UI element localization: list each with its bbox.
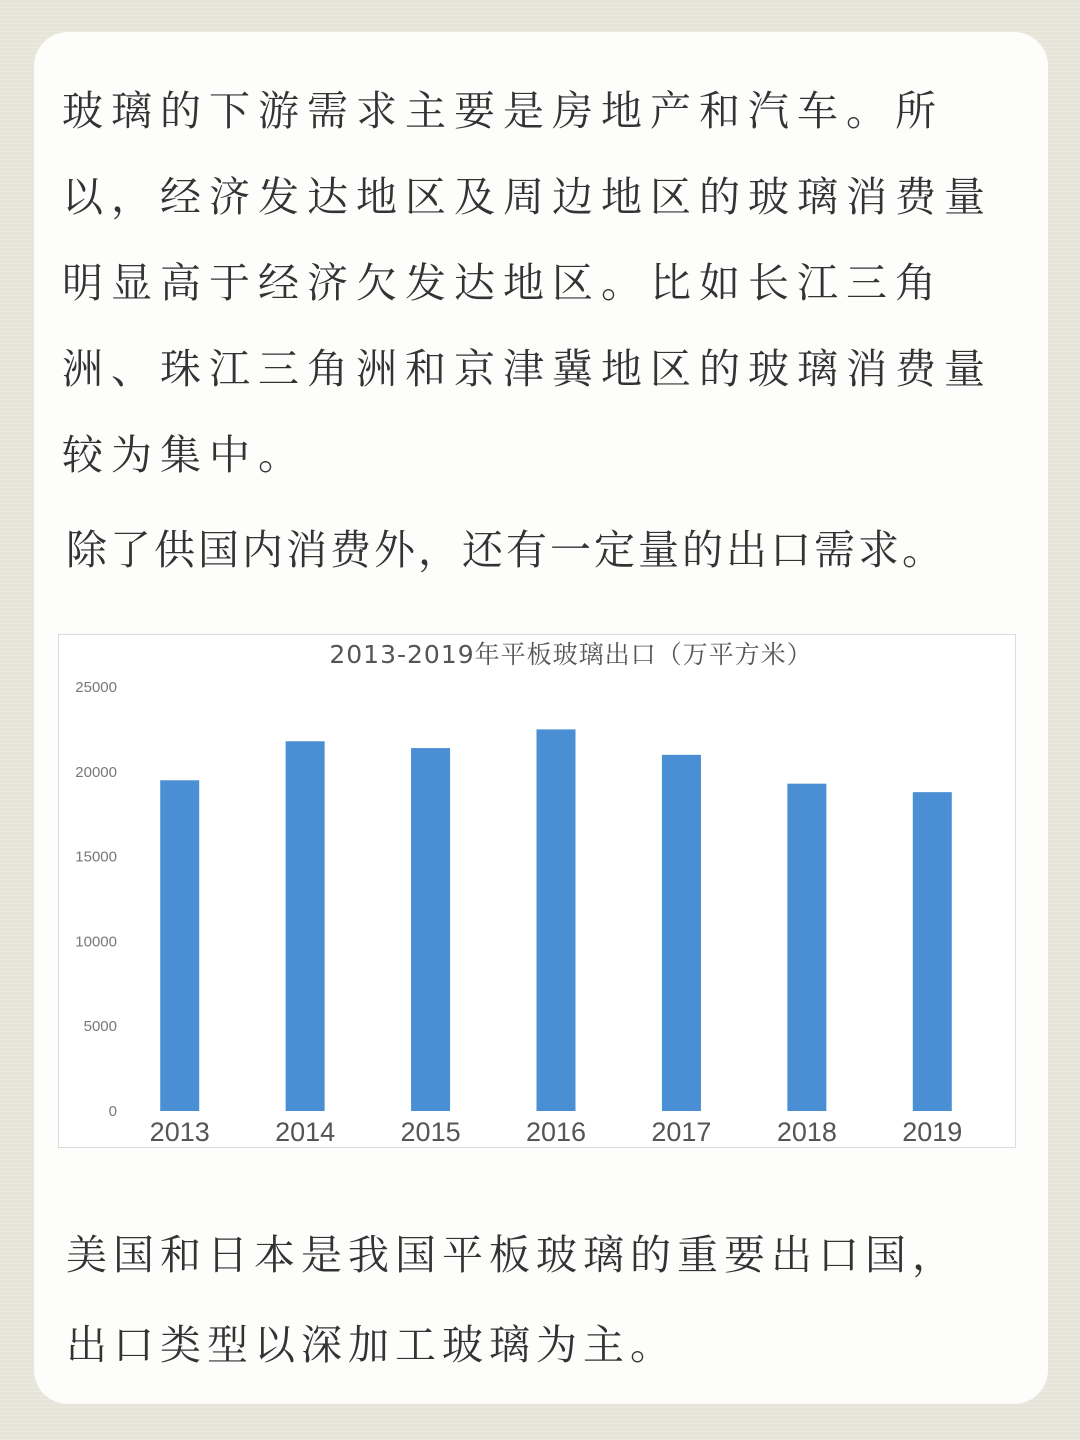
intro-line: 明显高于经济欠发达地区。比如长江三角 bbox=[62, 259, 944, 307]
x-tick-label: 2019 bbox=[902, 1117, 963, 1147]
destination-line: 美国和日本是我国平板玻璃的重要出口国， bbox=[66, 1231, 959, 1279]
y-tick-label: 25000 bbox=[75, 679, 117, 696]
bar bbox=[913, 792, 952, 1111]
x-tick-label: 2018 bbox=[776, 1117, 837, 1147]
x-tick-label: 2013 bbox=[149, 1117, 210, 1147]
x-tick-label: 2016 bbox=[525, 1117, 587, 1147]
bar bbox=[787, 784, 826, 1111]
intro-paragraph bbox=[62, 68, 1027, 498]
bar bbox=[537, 729, 576, 1111]
chart-title: 2013-2019年平板玻璃出口（万平方米） bbox=[329, 640, 813, 669]
x-tick-label: 2015 bbox=[400, 1117, 461, 1147]
y-tick-label: 15000 bbox=[75, 848, 117, 866]
intro-line: 洲、珠江三角洲和京津冀地区的玻璃消费量 bbox=[62, 345, 993, 393]
x-tick-label: 2017 bbox=[651, 1117, 712, 1147]
bar bbox=[411, 748, 450, 1111]
bar bbox=[286, 741, 325, 1111]
intro-line: 以，经济发达地区及周边地区的玻璃消费量 bbox=[62, 173, 993, 221]
bar bbox=[662, 755, 701, 1111]
y-tick-label: 5000 bbox=[83, 1018, 117, 1036]
export-demand-paragraph: 除了供国内消费外，还有一定量的出口需求。 bbox=[66, 526, 946, 574]
intro-line: 较为集中。 bbox=[62, 431, 307, 479]
export-bar-chart bbox=[58, 634, 1016, 1148]
x-tick-label: 2014 bbox=[275, 1117, 336, 1147]
export-destination-paragraph bbox=[66, 1210, 1056, 1390]
bar bbox=[160, 780, 199, 1111]
intro-line: 玻璃的下游需求主要是房地产和汽车。所 bbox=[62, 87, 944, 135]
destination-line: 出口类型以深加工玻璃为主。 bbox=[66, 1321, 677, 1369]
content-card bbox=[34, 32, 1048, 1404]
chart-canvas bbox=[59, 635, 1015, 1147]
y-tick-label: 10000 bbox=[75, 933, 117, 951]
y-tick-label: 0 bbox=[108, 1103, 117, 1120]
y-tick-label: 20000 bbox=[75, 763, 117, 781]
